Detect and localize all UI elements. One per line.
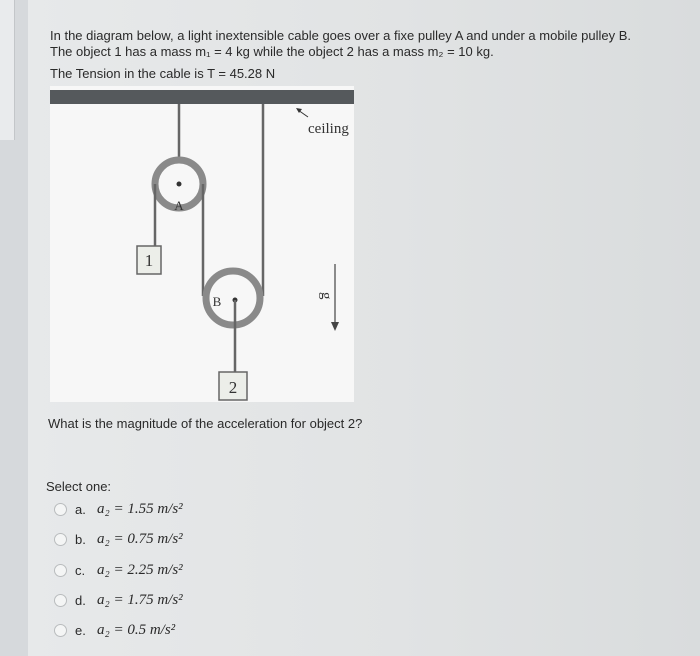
option-e-letter: e. <box>75 622 86 638</box>
option-d[interactable] <box>54 590 183 610</box>
option-b-text: a₂ = 0.75 m/s² <box>97 530 183 547</box>
option-d-letter: d. <box>75 592 86 608</box>
gravity-label: g <box>318 292 334 300</box>
object-1-label: 1 <box>144 251 154 270</box>
pulley-b-label: B <box>212 294 222 309</box>
select-one-label: Select one: <box>46 479 112 494</box>
radio-b[interactable] <box>54 533 67 546</box>
option-d-text: a₂ = 1.75 m/s² <box>97 591 183 608</box>
question-line-2: The object 1 has a mass m₁ = 4 kg while the object 2 has a mass m₂ = 10 kg. <box>50 44 494 59</box>
pulley-a-label: A <box>174 198 184 213</box>
object-2-label: 2 <box>228 378 238 397</box>
option-e[interactable] <box>54 620 175 640</box>
option-a-text: a₂ = 1.55 m/s² <box>97 500 183 517</box>
question-prompt: What is the magnitude of the acceleration for object 2? <box>48 416 363 431</box>
option-c[interactable] <box>54 560 183 580</box>
pulley-a-axle <box>177 182 182 187</box>
radio-d[interactable] <box>54 594 67 607</box>
question-line-1: In the diagram below, a light inextensible cable goes over a fixe pulley A and under a mobile pulley B. <box>50 28 632 43</box>
left-side-strip <box>0 0 15 140</box>
question-line-3: The Tension in the cable is T = 45.28 N <box>50 66 276 81</box>
question-card <box>28 0 700 656</box>
option-c-text: a₂ = 2.25 m/s² <box>97 561 183 578</box>
radio-c[interactable] <box>54 564 67 577</box>
option-b-letter: b. <box>75 531 86 547</box>
option-c-letter: c. <box>75 562 86 578</box>
radio-a[interactable] <box>54 503 67 516</box>
radio-e[interactable] <box>54 624 67 637</box>
ceiling-label: ceiling <box>308 121 349 137</box>
pulley-diagram <box>50 86 360 402</box>
ceiling-bar <box>50 90 354 104</box>
option-e-text: a₂ = 0.5 m/s² <box>97 621 176 638</box>
option-a[interactable] <box>54 499 183 519</box>
option-b[interactable] <box>54 529 183 549</box>
option-a-letter: a. <box>75 501 86 517</box>
